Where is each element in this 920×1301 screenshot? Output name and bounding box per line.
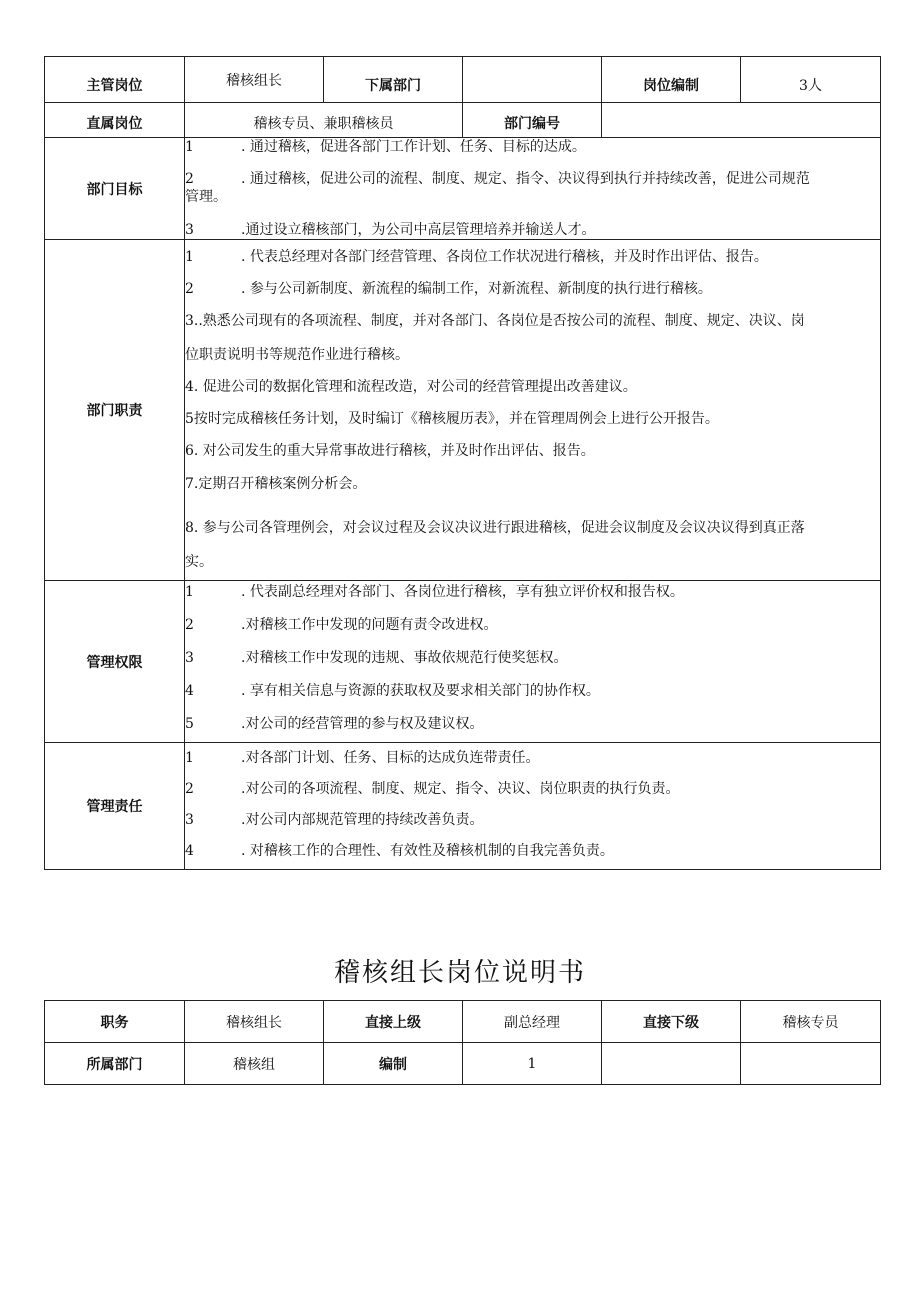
table-row — [45, 1043, 881, 1085]
authority-num: 5 — [185, 716, 194, 732]
authority-text: .对公司的经营管理的参与权及建议权。 — [241, 716, 484, 732]
position-label: 职务 — [45, 1001, 185, 1043]
goal-num: 1 — [185, 139, 194, 155]
direct-position-label: 直属岗位 — [45, 103, 185, 138]
subordinate-dept-label: 下属部门 — [324, 57, 463, 103]
duty-text: 实。 — [185, 554, 213, 570]
goal-text: . 通过稽核，促进公司的流程、制度、规定、指令、决议得到执行并持续改善，促进公司规范 — [241, 171, 810, 187]
responsibility-num: 2 — [185, 781, 194, 797]
empty-cell — [602, 1043, 741, 1085]
goal-continuation: 管理。 — [185, 189, 227, 205]
job-info-table — [44, 56, 881, 870]
empty-cell — [741, 1043, 881, 1085]
authority-text: . 代表副总经理对各部门、各岗位进行稽核，享有独立评价权和报告权。 — [241, 584, 684, 600]
duty-text: . 参与公司新制度、新流程的编制工作，对新流程、新制度的执行进行稽核。 — [241, 281, 712, 297]
headcount-label: 岗位编制 — [602, 57, 741, 103]
responsibility-num: 3 — [185, 812, 194, 828]
quota-value: 1 — [463, 1043, 602, 1085]
authority-text: . 享有相关信息与资源的获取权及要求相关部门的协作权。 — [241, 683, 600, 699]
duty-text: 6. 对公司发生的重大异常事故进行稽核，并及时作出评估、报告。 — [185, 443, 595, 459]
quota-label: 编制 — [324, 1043, 463, 1085]
direct-subordinate-label: 直接下级 — [602, 1001, 741, 1043]
duty-num: 2 — [185, 281, 194, 297]
duty-text: 3..熟悉公司现有的各项流程、制度，并对各部门、各岗位是否按公司的流程、制度、规定、决议、岗 — [185, 313, 805, 329]
supervisor-label: 主管岗位 — [45, 57, 185, 103]
responsibility-text: .对公司的各项流程、制度、规定、指令、决议、岗位职责的执行负责。 — [241, 781, 680, 797]
position-value: 稽核组长 — [185, 1001, 324, 1043]
dept-code-label: 部门编号 — [463, 103, 602, 138]
table-row — [45, 581, 881, 743]
duty-text: 位职责说明书等规范作业进行稽核。 — [185, 347, 409, 363]
duties-label: 部门职责 — [45, 240, 185, 581]
authority-num: 3 — [185, 650, 194, 666]
subordinate-dept-value — [463, 57, 602, 103]
duty-text: 8. 参与公司各管理例会，对会议过程及会议决议进行跟进稽核，促进会议制度及会议决议得到真正落 — [185, 520, 805, 536]
responsibility-text: .对公司内部规范管理的持续改善负责。 — [241, 812, 484, 828]
supervisor-value: 稽核组长 — [185, 57, 324, 103]
authority-num: 4 — [185, 683, 194, 699]
direct-subordinate-value: 稽核专员 — [741, 1001, 881, 1043]
duty-text: 7.定期召开稽核案例分析会。 — [185, 476, 367, 492]
headcount-value: 3人 — [741, 57, 881, 103]
goal-num: 2 — [185, 171, 194, 187]
table-row — [45, 138, 881, 240]
department-value: 稽核组 — [185, 1043, 324, 1085]
goals-label: 部门目标 — [45, 138, 185, 240]
responsibility-num: 1 — [185, 750, 194, 766]
position-summary-table — [44, 1000, 881, 1085]
authority-num: 2 — [185, 617, 194, 633]
responsibility-list — [185, 743, 881, 870]
authority-text: .对稽核工作中发现的问题有责令改进权。 — [241, 617, 498, 633]
goal-text: .通过设立稽核部门，为公司中高层管理培养并输送人才。 — [241, 222, 596, 238]
responsibility-num: 4 — [185, 843, 194, 859]
authority-label: 管理权限 — [45, 581, 185, 743]
responsibility-text: . 对稽核工作的合理性、有效性及稽核机制的自我完善负责。 — [241, 843, 614, 859]
duty-text: 5按时完成稽核任务计划，及时编订《稽核履历表》，并在管理周例会上进行公开报告。 — [185, 411, 719, 427]
goals-list — [185, 138, 881, 240]
duties-list — [185, 240, 881, 581]
department-label: 所属部门 — [45, 1043, 185, 1085]
table-row — [45, 103, 881, 138]
responsibility-label: 管理责任 — [45, 743, 185, 870]
direct-superior-value: 副总经理 — [463, 1001, 602, 1043]
authority-text: .对稽核工作中发现的违规、事故依规范行使奖惩权。 — [241, 650, 568, 666]
authority-list — [185, 581, 881, 743]
goal-num: 3 — [185, 222, 194, 238]
dept-code-value — [602, 103, 881, 138]
table-row — [45, 57, 881, 103]
responsibility-text: .对各部门计划、任务、目标的达成负连带责任。 — [241, 750, 540, 766]
direct-superior-label: 直接上级 — [324, 1001, 463, 1043]
direct-position-value: 稽核专员、兼职稽核员 — [185, 103, 463, 138]
document-title: 稽核组长岗位说明书 — [333, 958, 586, 988]
goal-text: . 通过稽核，促进各部门工作计划、任务、目标的达成。 — [241, 139, 586, 155]
table-row — [45, 743, 881, 870]
duty-num: 1 — [185, 249, 194, 265]
duty-text: 4. 促进公司的数据化管理和流程改造，对公司的经营管理提出改善建议。 — [185, 379, 637, 395]
duty-text: . 代表总经理对各部门经营管理、各岗位工作状况进行稽核，并及时作出评估、报告。 — [241, 249, 768, 265]
table-row — [45, 1001, 881, 1043]
authority-num: 1 — [185, 584, 194, 600]
table-row — [45, 240, 881, 581]
